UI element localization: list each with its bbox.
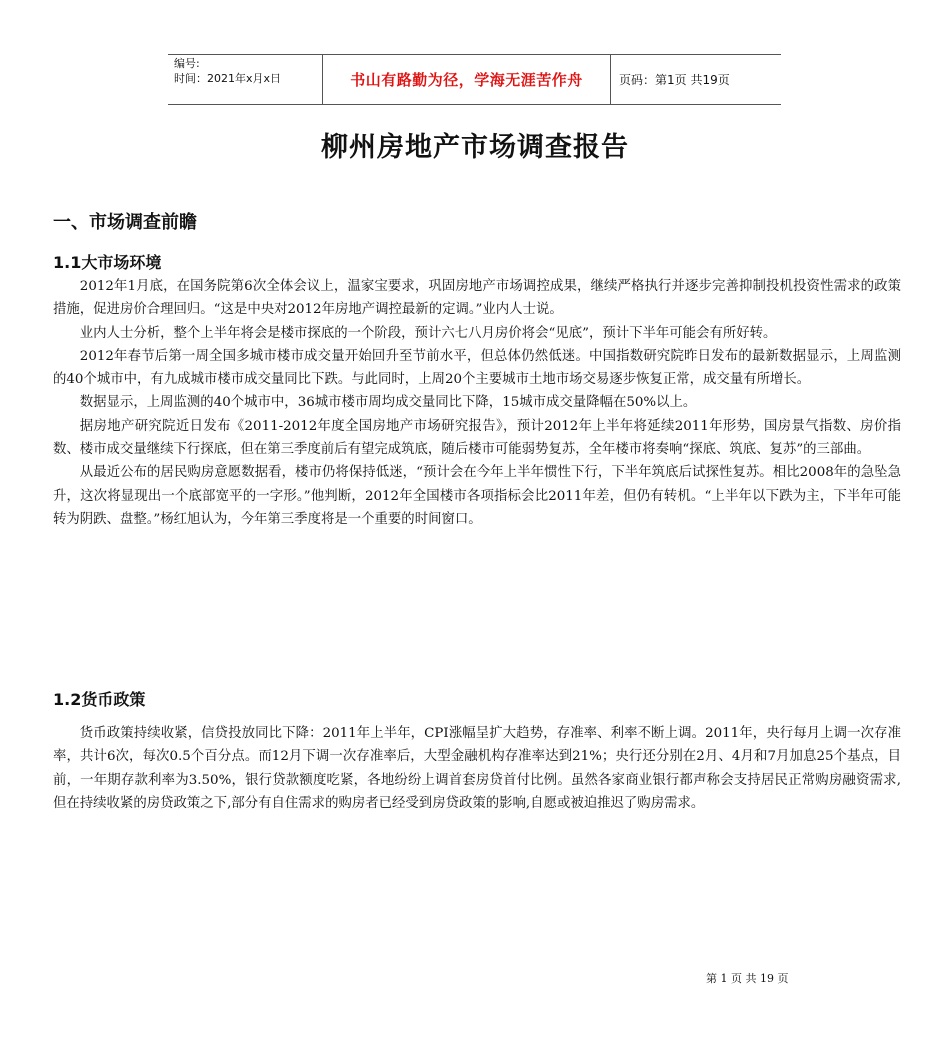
section-heading-market-outlook: 一、市场调查前瞻 xyxy=(53,212,197,233)
doc-number-label: 编号: xyxy=(174,57,200,70)
subsection-heading-market-environment: 1.1大市场环境 xyxy=(53,253,162,272)
header-page-info: 页码：第1页 共19页 xyxy=(619,73,730,87)
paragraph: 数据显示，上周监测的40个城市中，36城市楼市周均成交量同比下降，15城市成交量降幅在50%以上。 xyxy=(79,395,697,411)
doc-time-label: 时间：2021年x月x日 xyxy=(174,72,282,85)
market-environment-body xyxy=(53,275,901,531)
paragraph: 2012年1月底，在国务院第6次全体会议上，温家宝要求，巩固房地产市场调控成果，继续严格执行并逐步完善抑制投机投资性需求的政策措施，促进房价合理回归。“这是中央对2012年房地产调控最新的定调。”业内人士说。 xyxy=(53,279,901,318)
paragraph: 从最近公布的居民购房意愿数据看，楼市仍将保持低迷，“预计会在今年上半年惯性下行，下半年筑底后试探性复苏。相比2008年的急坠急升，这次将显现出一个底部宽平的一字形。”他判断，2012年全国楼市各项指标会比2011年差，但仍有转机。“上半年以下跌为主，下半年可能转为阴跌、盘整。”杨红旭认为，今年第三季度将是一个重要的时间窗口。 xyxy=(53,465,901,527)
page-footer: 第 1 页 共 19 页 xyxy=(706,972,789,985)
paragraph: 据房地产研究院近日发布《2011-2012年度全国房地产市场研究报告》，预计2012年上半年将延续2011年形势，国房景气指数、房价指数、楼市成交量继续下行探底，但在第三季度前后有望完成筑底，随后楼市可能弱势复苏，全年楼市将奏响“探底、筑底、复苏”的三部曲。 xyxy=(53,418,901,458)
subsection-heading-monetary-policy: 1.2货币政策 xyxy=(53,690,146,709)
monetary-policy-body xyxy=(53,722,901,815)
document-title: 柳州房地产市场调查报告 xyxy=(321,132,629,163)
header-table xyxy=(168,54,781,105)
header-motto: 书山有路勤为径，学海无涯苦作舟 xyxy=(350,71,583,89)
header-page-cell xyxy=(611,55,781,104)
header-motto-cell xyxy=(322,55,611,104)
paragraph: 货币政策持续收紧，信贷投放同比下降：2011年上半年，CPI涨幅呈扩大趋势，存准率、利率不断上调。2011年，央行每月上调一次存准率，共计6次，每次0.5个百分点。而12月下调一次存准率后，大型金融机构存准率达到21%；央行还分别在2月、4月和7月加息25个基点，目前，一年期存款利率为3.50%，银行贷款额度吃紧，各地纷纷上调首套房贷首付比例。虽然各家商业银行都声称会支持居民正常购房融资需求,但在持续收紧的房贷政策之下,部分有自住需求的购房者已经受到房贷政策的影响,自愿或被迫推迟了购房需求。 xyxy=(53,726,901,811)
paragraph: 业内人士分析，整个上半年将会是楼市探底的一个阶段，预计六七八月房价将会“见底”，预计下半年可能会有所好转。 xyxy=(79,325,777,341)
header-left-cell xyxy=(168,55,322,104)
paragraph: 2012年春节后第一周全国多城市楼市成交量开始回升至节前水平，但总体仍然低迷。中国指数研究院昨日发布的最新数据显示，上周监测的40个城市中，有九成城市楼市成交量同比下跌。与此同时，上周20个主要城市土地市场交易逐步恢复正常，成交量有所增长。 xyxy=(53,348,901,388)
